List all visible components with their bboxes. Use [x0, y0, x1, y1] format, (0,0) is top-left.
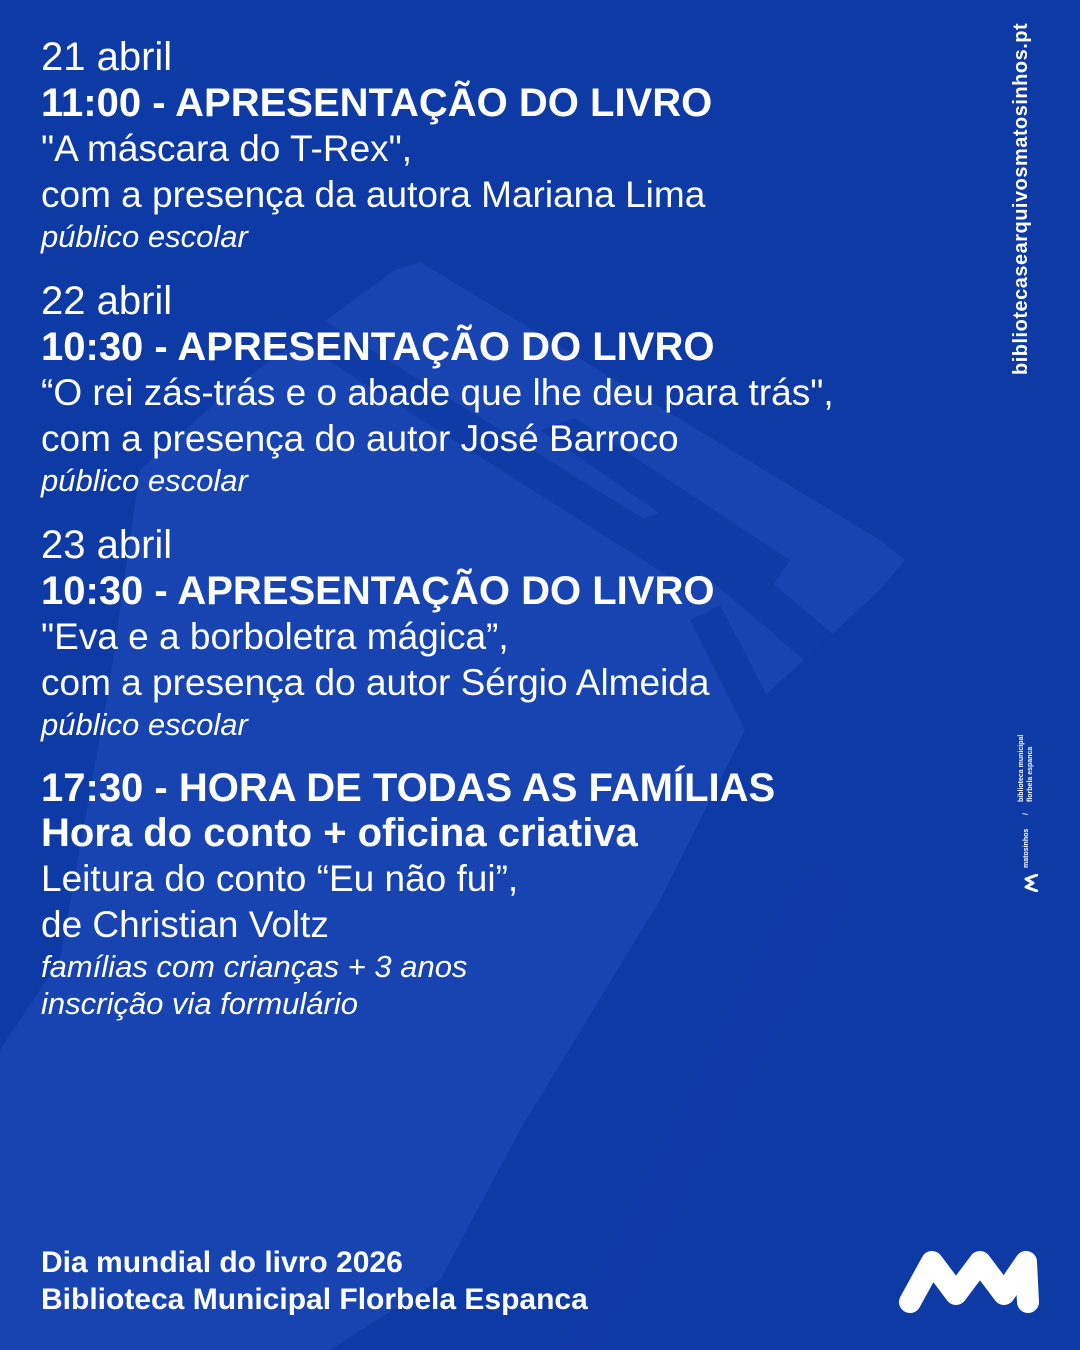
matosinhos-mm-small-icon: [1024, 874, 1038, 892]
side-logo-separator: /: [1023, 813, 1030, 815]
event-presenter: com a presença da autora Mariana Lima: [41, 174, 706, 215]
event-title: Leitura do conto “Eu não fui”,: [41, 858, 519, 899]
event-title: “O rei zás-trás e o abade que lhe deu para trás",: [41, 372, 834, 413]
event-heading: 11:00 - APRESENTAÇÃO DO LIVRO: [41, 81, 713, 125]
event-heading: 10:30 - APRESENTAÇÃO DO LIVRO: [41, 569, 715, 613]
matosinhos-mm-logo-icon: [898, 1248, 1040, 1314]
footer-library: Biblioteca Municipal Florbela Espanca: [41, 1283, 588, 1316]
event-audience: público escolar: [41, 463, 248, 498]
event-presenter: com a presença do autor Sérgio Almeida: [41, 662, 710, 703]
event-item: [41, 522, 1001, 743]
footer-title: Dia mundial do livro 2026: [41, 1246, 403, 1279]
event-heading: 17:30 - HORA DE TODAS AS FAMÍLIAS: [41, 766, 776, 810]
event-audience: famílias com crianças + 3 anos: [41, 949, 468, 984]
event-registration: inscrição via formulário: [41, 986, 358, 1021]
side-logo-text: florbela espanca: [1027, 746, 1034, 802]
event-item: [41, 34, 1001, 255]
footer: [41, 1244, 588, 1318]
event-audience: público escolar: [41, 707, 248, 742]
event-item: [41, 278, 1001, 499]
event-item: [41, 766, 1001, 1022]
side-logo-text: biblioteca municipal: [1018, 734, 1025, 802]
event-author: de Christian Voltz: [41, 904, 329, 945]
event-heading: 10:30 - APRESENTAÇÃO DO LIVRO: [41, 325, 715, 369]
events-list: [41, 34, 1001, 1045]
event-date: 23 abril: [41, 523, 173, 567]
event-date: 21 abril: [41, 35, 173, 79]
event-presenter: com a presença do autor José Barroco: [41, 418, 679, 459]
event-audience: público escolar: [41, 219, 248, 254]
event-title: "Eva e a borboletra mágica”,: [41, 616, 509, 657]
event-subheading: Hora do conto + oficina criativa: [41, 811, 638, 855]
side-logo-block: [1016, 722, 1046, 898]
side-logo-text: matosinhos: [1023, 828, 1030, 868]
event-title: "A máscara do T-Rex",: [41, 128, 413, 169]
website-url: bibliotecasearquivosmatosinhos.pt: [1010, 22, 1032, 375]
event-date: 22 abril: [41, 279, 173, 323]
